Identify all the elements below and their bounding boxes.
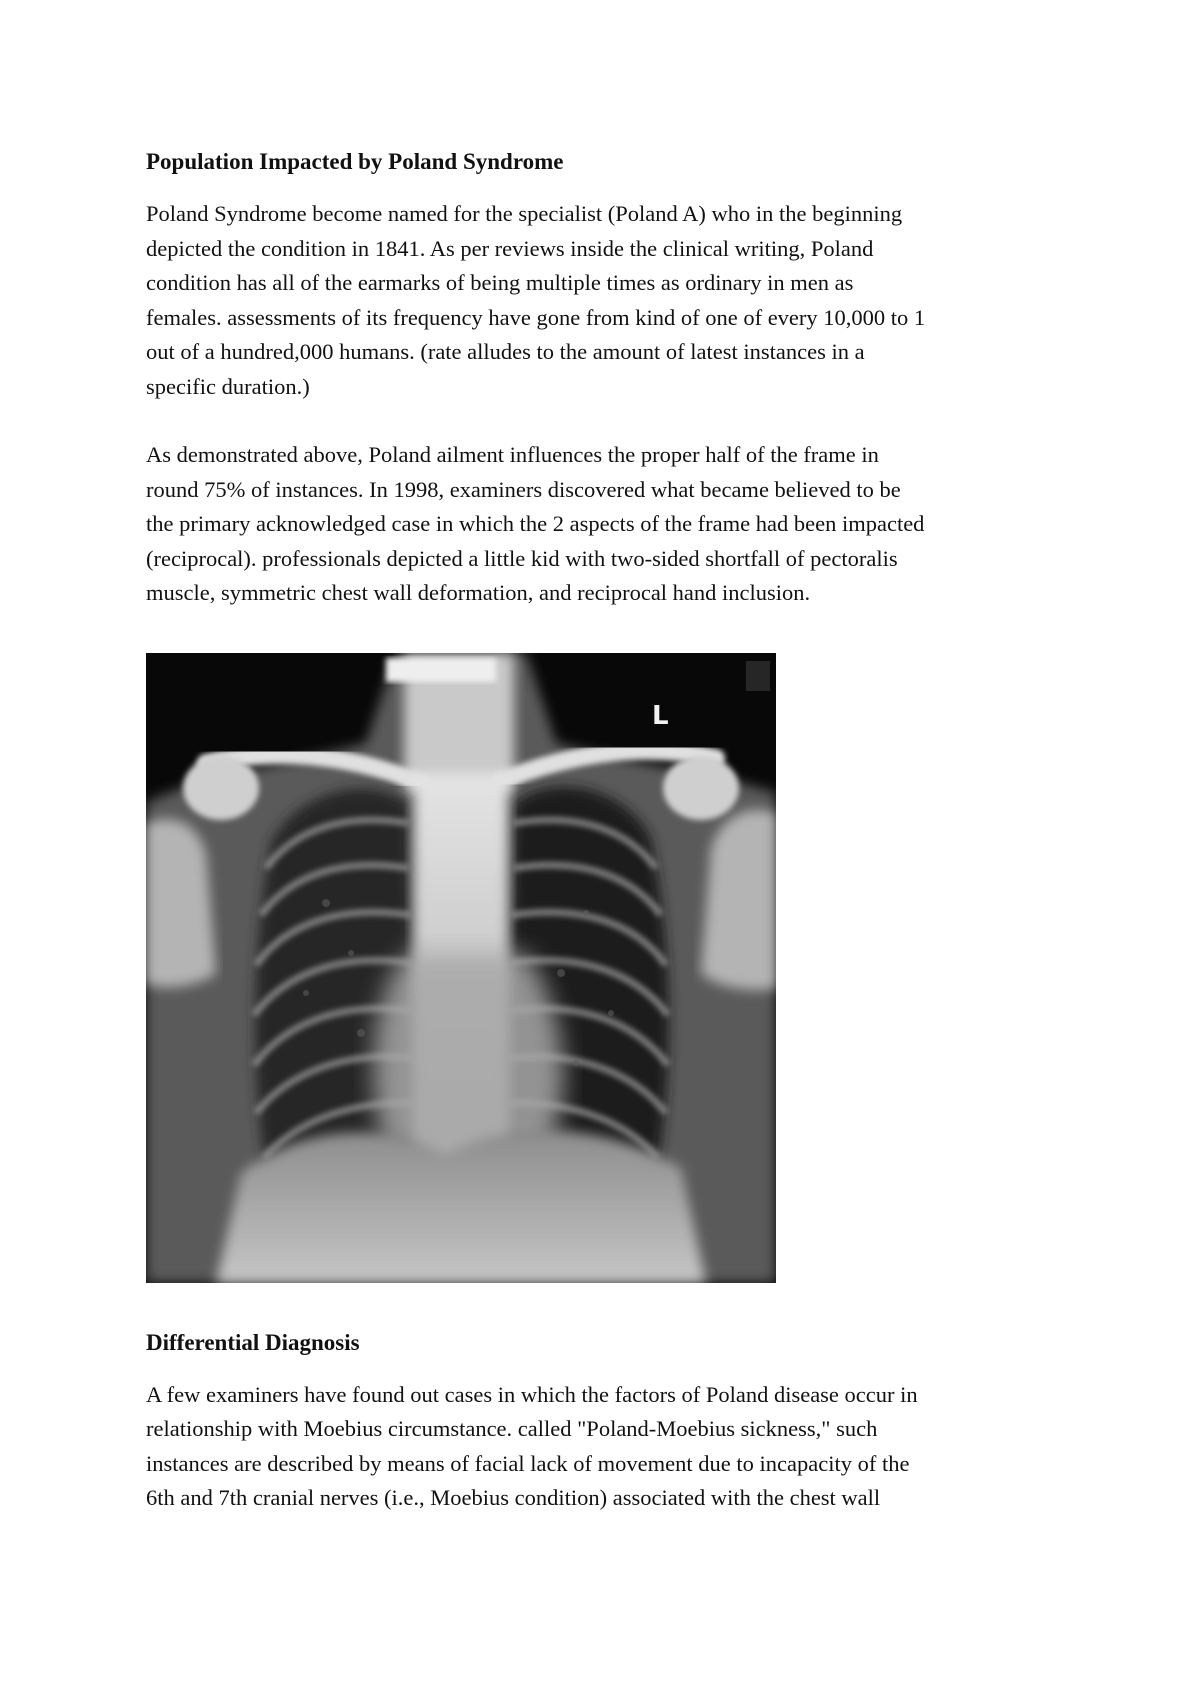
document-content (146, 144, 1076, 1516)
section-heading-differential: Differential Diagnosis (146, 1329, 360, 1355)
paragraph-prevalence: As demonstrated above, Poland ailment influences the proper half of the frame in round 75% of instances. In 1998, examiners discovered what became believed to be the primary acknowledged case in which the 2 aspects of the frame had been impacted (reciprocal). professionals depicted a little kid with two-sided shortfall of pectoralis muscle, symmetric chest wall deformation, and reciprocal hand inclusion. (146, 442, 925, 605)
paragraph-differential: A few examiners have found out cases in which the factors of Poland disease occur in relationship with Moebius circumstance. called "Poland-Moebius sickness," such instances are described by means of facial lack of movement due to incapacity of the 6th and 7th cranial nerves (i.e., Moebius condition) associated with the chest wall (146, 1381, 918, 1510)
chest-xray-image (146, 653, 776, 1283)
section-heading-population: Population Impacted by Poland Syndrome (146, 149, 564, 174)
xray-side-marker: L (652, 700, 669, 731)
chest-xray-illustration (146, 653, 776, 1283)
paragraph-history: Poland Syndrome become named for the specialist (Poland A) who in the beginning depicted the condition in 1841. As per reviews inside the clinical writing, Poland condition has all of the earmarks of being multiple times as ordinary in men as females. assessments of its frequency have gone from kind of one of every 10,000 to 1 out of a hundred,000 humans. (rate alludes to the amount of latest instances in a specific duration.) (146, 201, 926, 399)
